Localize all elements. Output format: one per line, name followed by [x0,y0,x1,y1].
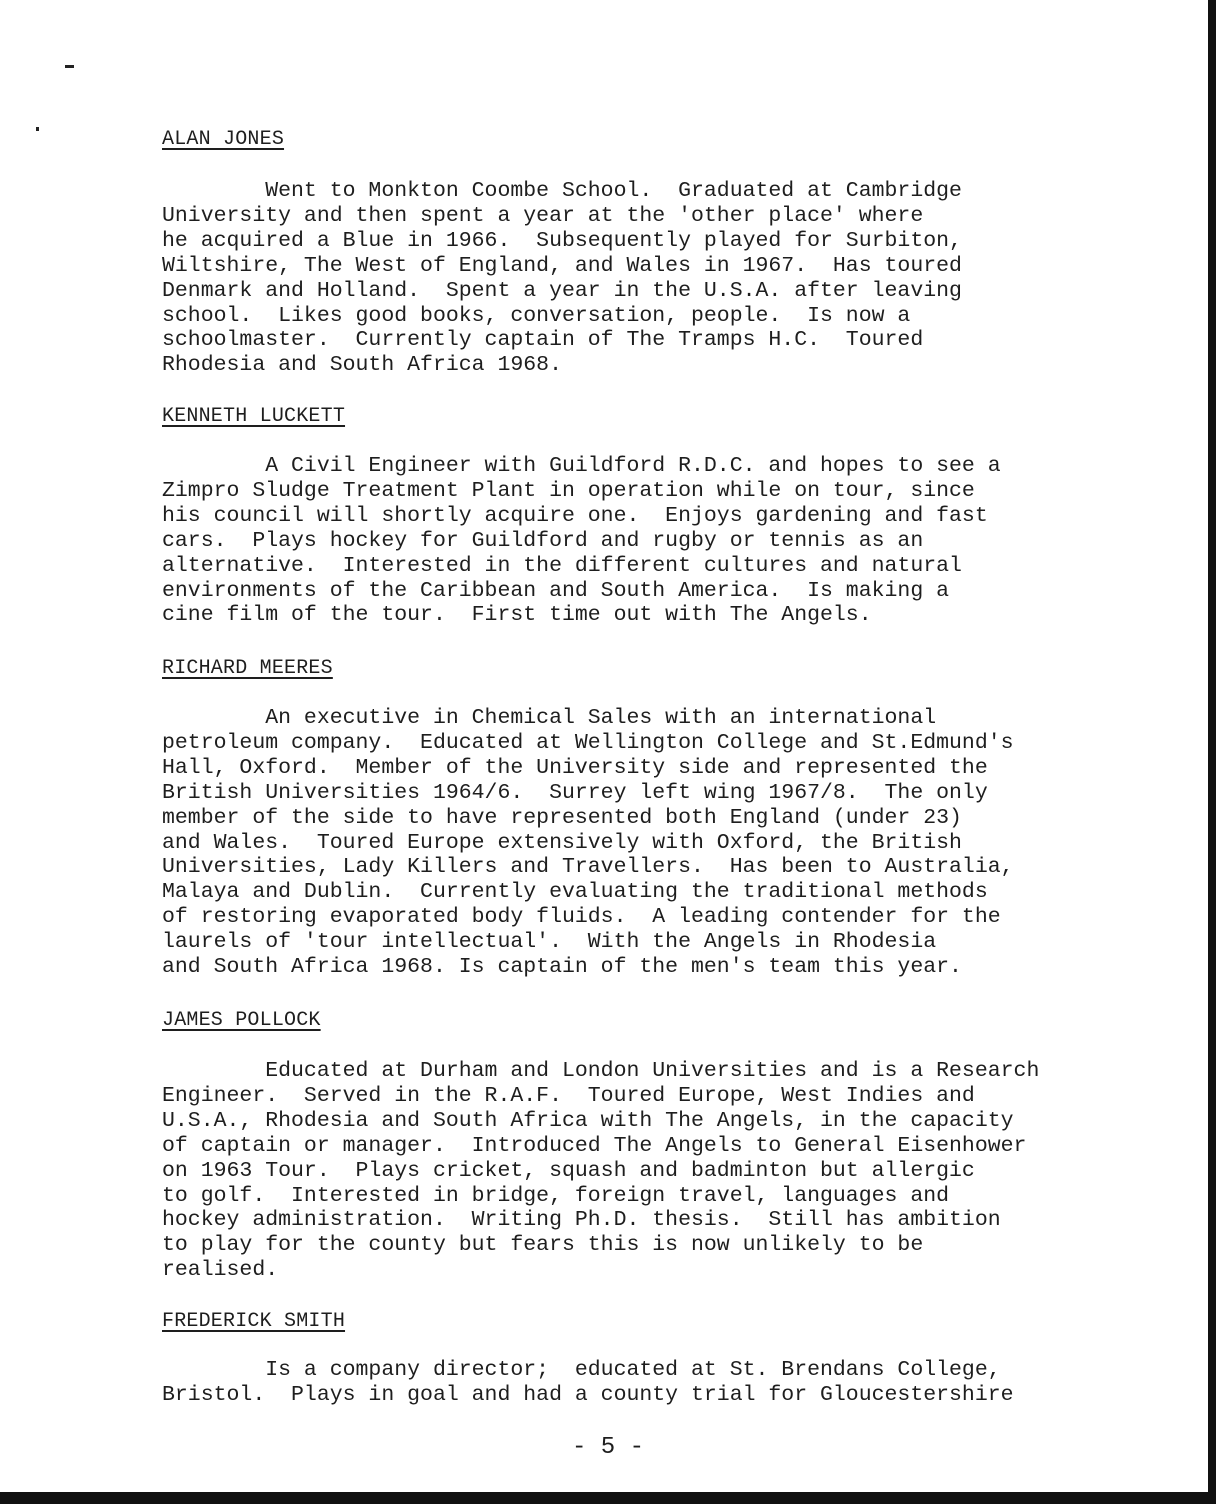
section-body-james-pollock: Educated at Durham and London Universities and is a Research Engineer. Served in the R.A.F. Toured Europe, West Indies and U.S.A., Rhodesia and South Africa with The Angels, in the capacity of captain or manager. Introduced The Angels to General Eisenhower on 1963 Tour. Plays cricket, squash and badminton but allergic to golf. Interested in bridge, foreign travel, languages and hockey administration. Writing Ph.D. thesis. Still has ambition to play for the county but fears this is now unlikely to be realised. [162,1059,1040,1283]
section-body-richard-meeres: An executive in Chemical Sales with an international petroleum company. Educated at Wellington College and St.Edmund's Hall, Oxford. Member of the University side and represented the British Universities 1964/6. Surrey left wing 1967/8. The only member of the side to have represented both England (under 23) and Wales. Toured Europe extensively with Oxford, the British Universities, Lady Killers and Travellers. Has been to Australia, Malaya and Dublin. Currently evaluating the traditional methods of restoring evaporated body fluids. A leading contender for the laurels of 'tour intellectual'. With the Angels in Rhodesia and South Africa 1968. Is captain of the men's team this year. [162,706,1014,980]
scan-speck [65,65,74,68]
scan-edge-right [1208,0,1216,1504]
section-heading-richard-meeres: RICHARD MEERES [162,657,333,680]
section-body-frederick-smith: Is a company director; educated at St. Brendans College, Bristol. Plays in goal and had a county trial for Gloucestershire [162,1358,1014,1407]
scan-speck [36,127,39,131]
scan-edge-bottom [0,1492,1216,1504]
section-body-alan-jones: Went to Monkton Coombe School. Graduated at Cambridge University and then spent a year at the 'other place' where he acquired a Blue in 1966. Subsequently played for Surbiton, Wiltshire, The West of England, and Wales in 1967. Has toured Denmark and Holland. Spent a year in the U.S.A. after leaving school. Likes good books, conversation, people. Is now a schoolmaster. Currently captain of The Tramps H.C. Toured Rhodesia and South Africa 1968. [162,179,962,378]
section-heading-james-pollock: JAMES POLLOCK [162,1009,321,1032]
section-heading-kenneth-luckett: KENNETH LUCKETT [162,405,346,428]
section-heading-alan-jones: ALAN JONES [162,128,285,151]
section-body-kenneth-luckett: A Civil Engineer with Guildford R.D.C. and hopes to see a Zimpro Sludge Treatment Plant in operation while on tour, since his council will shortly acquire one. Enjoys gardening and fast cars. Plays hockey for Guildford and rugby or tennis as an alternative. Interested in the different cultures and natural environments of the Caribbean and South America. Is making a cine film of the tour. First time out with The Angels. [162,454,1001,628]
page-number: - 5 - [571,1434,644,1461]
section-heading-frederick-smith: FREDERICK SMITH [162,1310,346,1333]
